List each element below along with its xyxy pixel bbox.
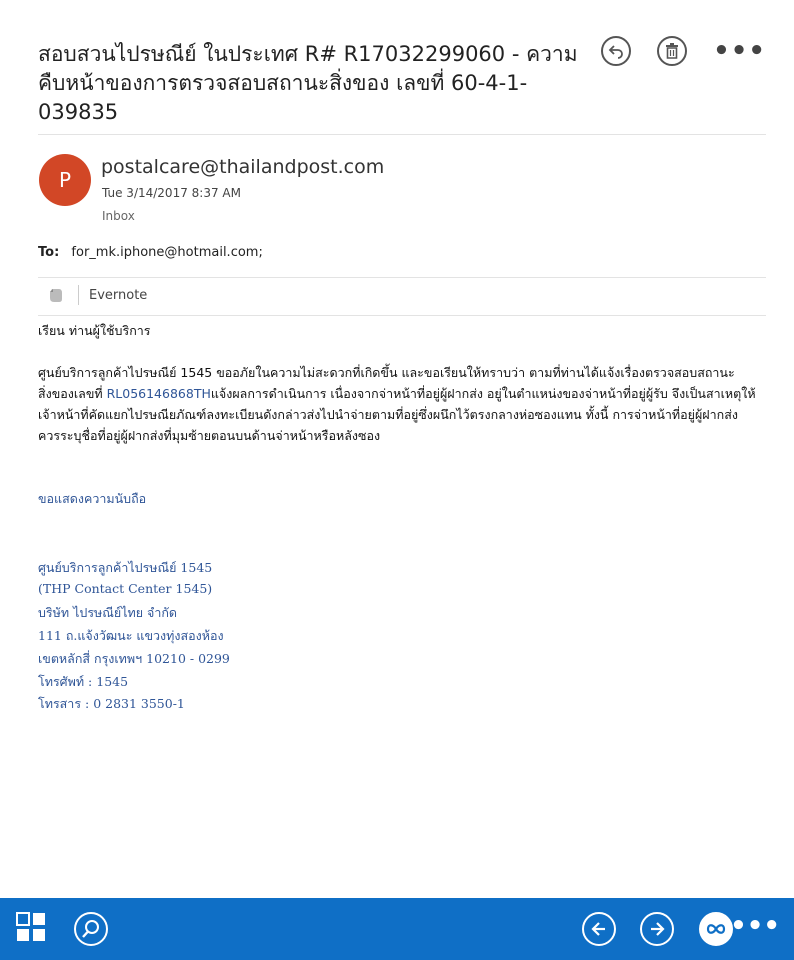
- paragraph-part1: ศูนย์บริการลูกค้าไปรษณีย์ 1545 ขออภัยในความไม่สะดวกที่เกิดขึ้น และขอเรียนให้ทราบว่า ตามที่ท่านได้แจ้งเรื่องตรวจสอบสถานะสิ่งของเลขที่: [38, 365, 735, 401]
- message-paragraph: [38, 362, 758, 446]
- reply-button[interactable]: [601, 36, 631, 66]
- closing: ขอแสดงความนับถือ: [38, 491, 147, 506]
- infinity-button[interactable]: [699, 912, 733, 946]
- taskbar: [0, 898, 794, 960]
- signature-line: โทรศัพท์ : 1545: [38, 674, 129, 689]
- arrow-left-icon: [590, 920, 608, 938]
- addin-separator: [78, 285, 79, 305]
- taskbar-more-icon[interactable]: •••: [730, 911, 780, 941]
- signature-line: โทรสาร : 0 2831 3550-1: [38, 696, 185, 711]
- signature-line: ศูนย์บริการลูกค้าไปรษณีย์ 1545: [38, 560, 213, 575]
- trash-icon: [665, 43, 679, 59]
- sent-date: Tue 3/14/2017 8:37 AM: [102, 186, 241, 200]
- signature-line: (THP Contact Center 1545): [38, 581, 213, 596]
- paragraph-part2: แจ้งผลการดำเนินการ เนื่องจากจ่าหน้าที่อยู่ผู้ฝากส่ง อยู่ในตำแหน่งของจ่าหน้าที่อยู่ผู้รับ จึงเป็นสาเหตุให้เจ้าหน้าที่คัดแยกไปรษณียภัณฑ์ลงทะเบียนดังกล่าวส่งไปนำจ่ายตามที่อยู่ซึ่งผนึกไว้ตรงกลางห่อซองแทน ทั้งนี้ การจ่าหน้าที่อยู่ผู้ฝากส่งควรระบุชื่อที่อยู่ผู้ฝากส่งที่มุมซ้ายตอนบนด้านจ่าหน้าหรือหลังซอง: [38, 386, 756, 443]
- avatar: P: [39, 154, 91, 206]
- header-actions: [575, 36, 766, 66]
- sender-address[interactable]: postalcare@thailandpost.com: [101, 156, 385, 178]
- reply-icon: [608, 43, 624, 59]
- windows-icon[interactable]: [16, 912, 46, 942]
- addin-divider: [38, 315, 766, 316]
- delete-button[interactable]: [657, 36, 687, 66]
- recipient-row: [38, 245, 263, 260]
- to-label: To:: [38, 245, 60, 260]
- header-divider: [38, 134, 766, 135]
- forward-button[interactable]: [640, 912, 674, 946]
- greeting: เรียน ท่านผู้ใช้บริการ: [38, 323, 151, 338]
- search-icon: [81, 919, 101, 939]
- arrow-right-icon: [648, 920, 666, 938]
- folder-name: Inbox: [102, 209, 135, 223]
- signature-line: บริษัท ไปรษณีย์ไทย จำกัด: [38, 605, 178, 620]
- signature-line: 111 ถ.แจ้งวัฒนะ แขวงทุ่งสองห้อง: [38, 628, 224, 643]
- search-button[interactable]: [74, 912, 108, 946]
- back-button[interactable]: [582, 912, 616, 946]
- signature-line: เขตหลักสี่ กรุงเทพฯ 10210 - 0299: [38, 651, 230, 666]
- more-icon[interactable]: •••: [713, 36, 766, 66]
- infinity-icon: [706, 923, 726, 935]
- tracking-number[interactable]: RL056146868TH: [106, 386, 211, 401]
- evernote-label: Evernote: [89, 287, 148, 303]
- recipient-address[interactable]: for_mk.iphone@hotmail.com;: [71, 245, 263, 260]
- evernote-addin[interactable]: [48, 285, 147, 305]
- email-subject: สอบสวนไปรษณีย์ ในประเทศ R# R17032299060 - ความคืบหน้าของการตรวจสอบสถานะสิ่งของ เลขที่ 60-4-1-039835: [38, 42, 578, 124]
- evernote-icon: [48, 287, 64, 303]
- recipient-divider: [38, 277, 766, 278]
